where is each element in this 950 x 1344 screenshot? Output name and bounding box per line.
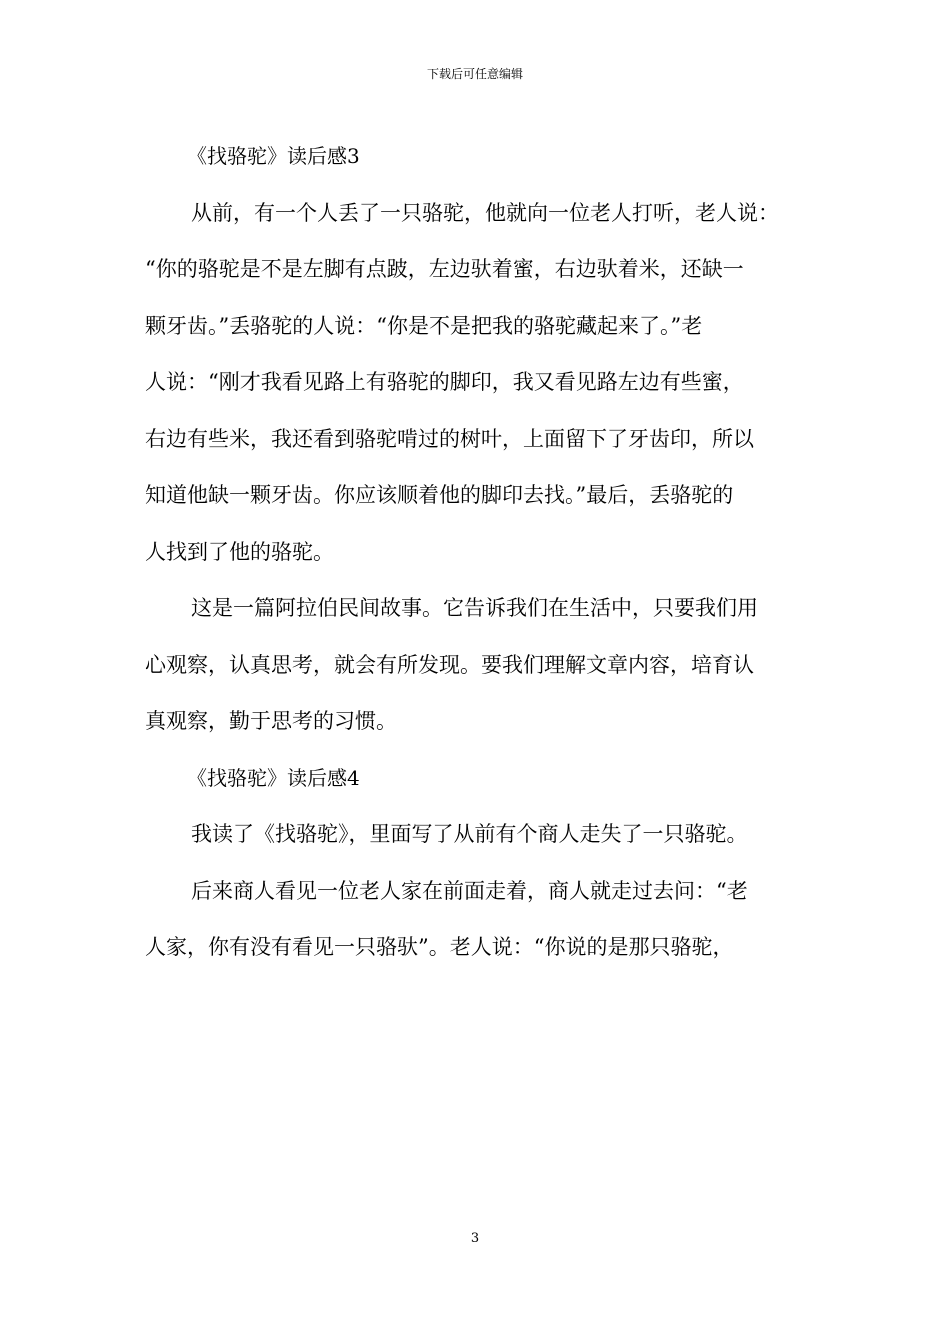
section-heading: 《找骆驼》读后感4: [187, 765, 360, 790]
paragraph-line: 从前，有一个人丢了一只骆驼，他就向一位老人打听，老人说：: [191, 200, 779, 225]
page-number: 3: [470, 1231, 480, 1246]
header-note: 下载后可任意编辑: [426, 67, 523, 81]
paragraph-line: 知道他缺一颗牙齿。你应该顺着他的脚印去找。”最后，丢骆驼的: [145, 483, 734, 507]
paragraph-line: 颗牙齿。”丢骆驼的人说：“你是不是把我的骆驼藏起来了。”老: [145, 313, 703, 338]
section-heading: 《找骆驼》读后感3: [187, 144, 360, 168]
paragraph-line: 人找到了他的骆驼。: [145, 539, 334, 564]
paragraph-line: 真观察，勤于思考的习惯。: [145, 709, 397, 733]
paragraph-line: 后来商人看见一位老人家在前面走着，商人就走过去问：“老: [191, 878, 748, 903]
paragraph-line: 人说：“刚才我看见路上有骆驼的脚印，我又看见路左边有些蜜，: [145, 370, 744, 394]
paragraph-line: 右边有些米，我还看到骆驼啃过的树叶，上面留下了牙齿印，所以: [145, 426, 754, 451]
paragraph-line: 这是一篇阿拉伯民间故事。它告诉我们在生活中，只要我们用: [191, 596, 758, 620]
paragraph-line: 心观察，认真思考，就会有所发现。要我们理解文章内容，培育认: [145, 652, 754, 677]
paragraph-line: 人家，你有没有看见一只骆驮”。老人说：“你说的是那只骆驼，: [145, 935, 734, 959]
paragraph-line: 我读了《找骆驼》，里面写了从前有个商人走失了一只骆驼。: [191, 822, 748, 846]
document-body: [145, 128, 809, 976]
paragraph-line: “你的骆驼是不是左脚有点跛，左边驮着蜜，右边驮着米，还缺一: [145, 257, 744, 281]
